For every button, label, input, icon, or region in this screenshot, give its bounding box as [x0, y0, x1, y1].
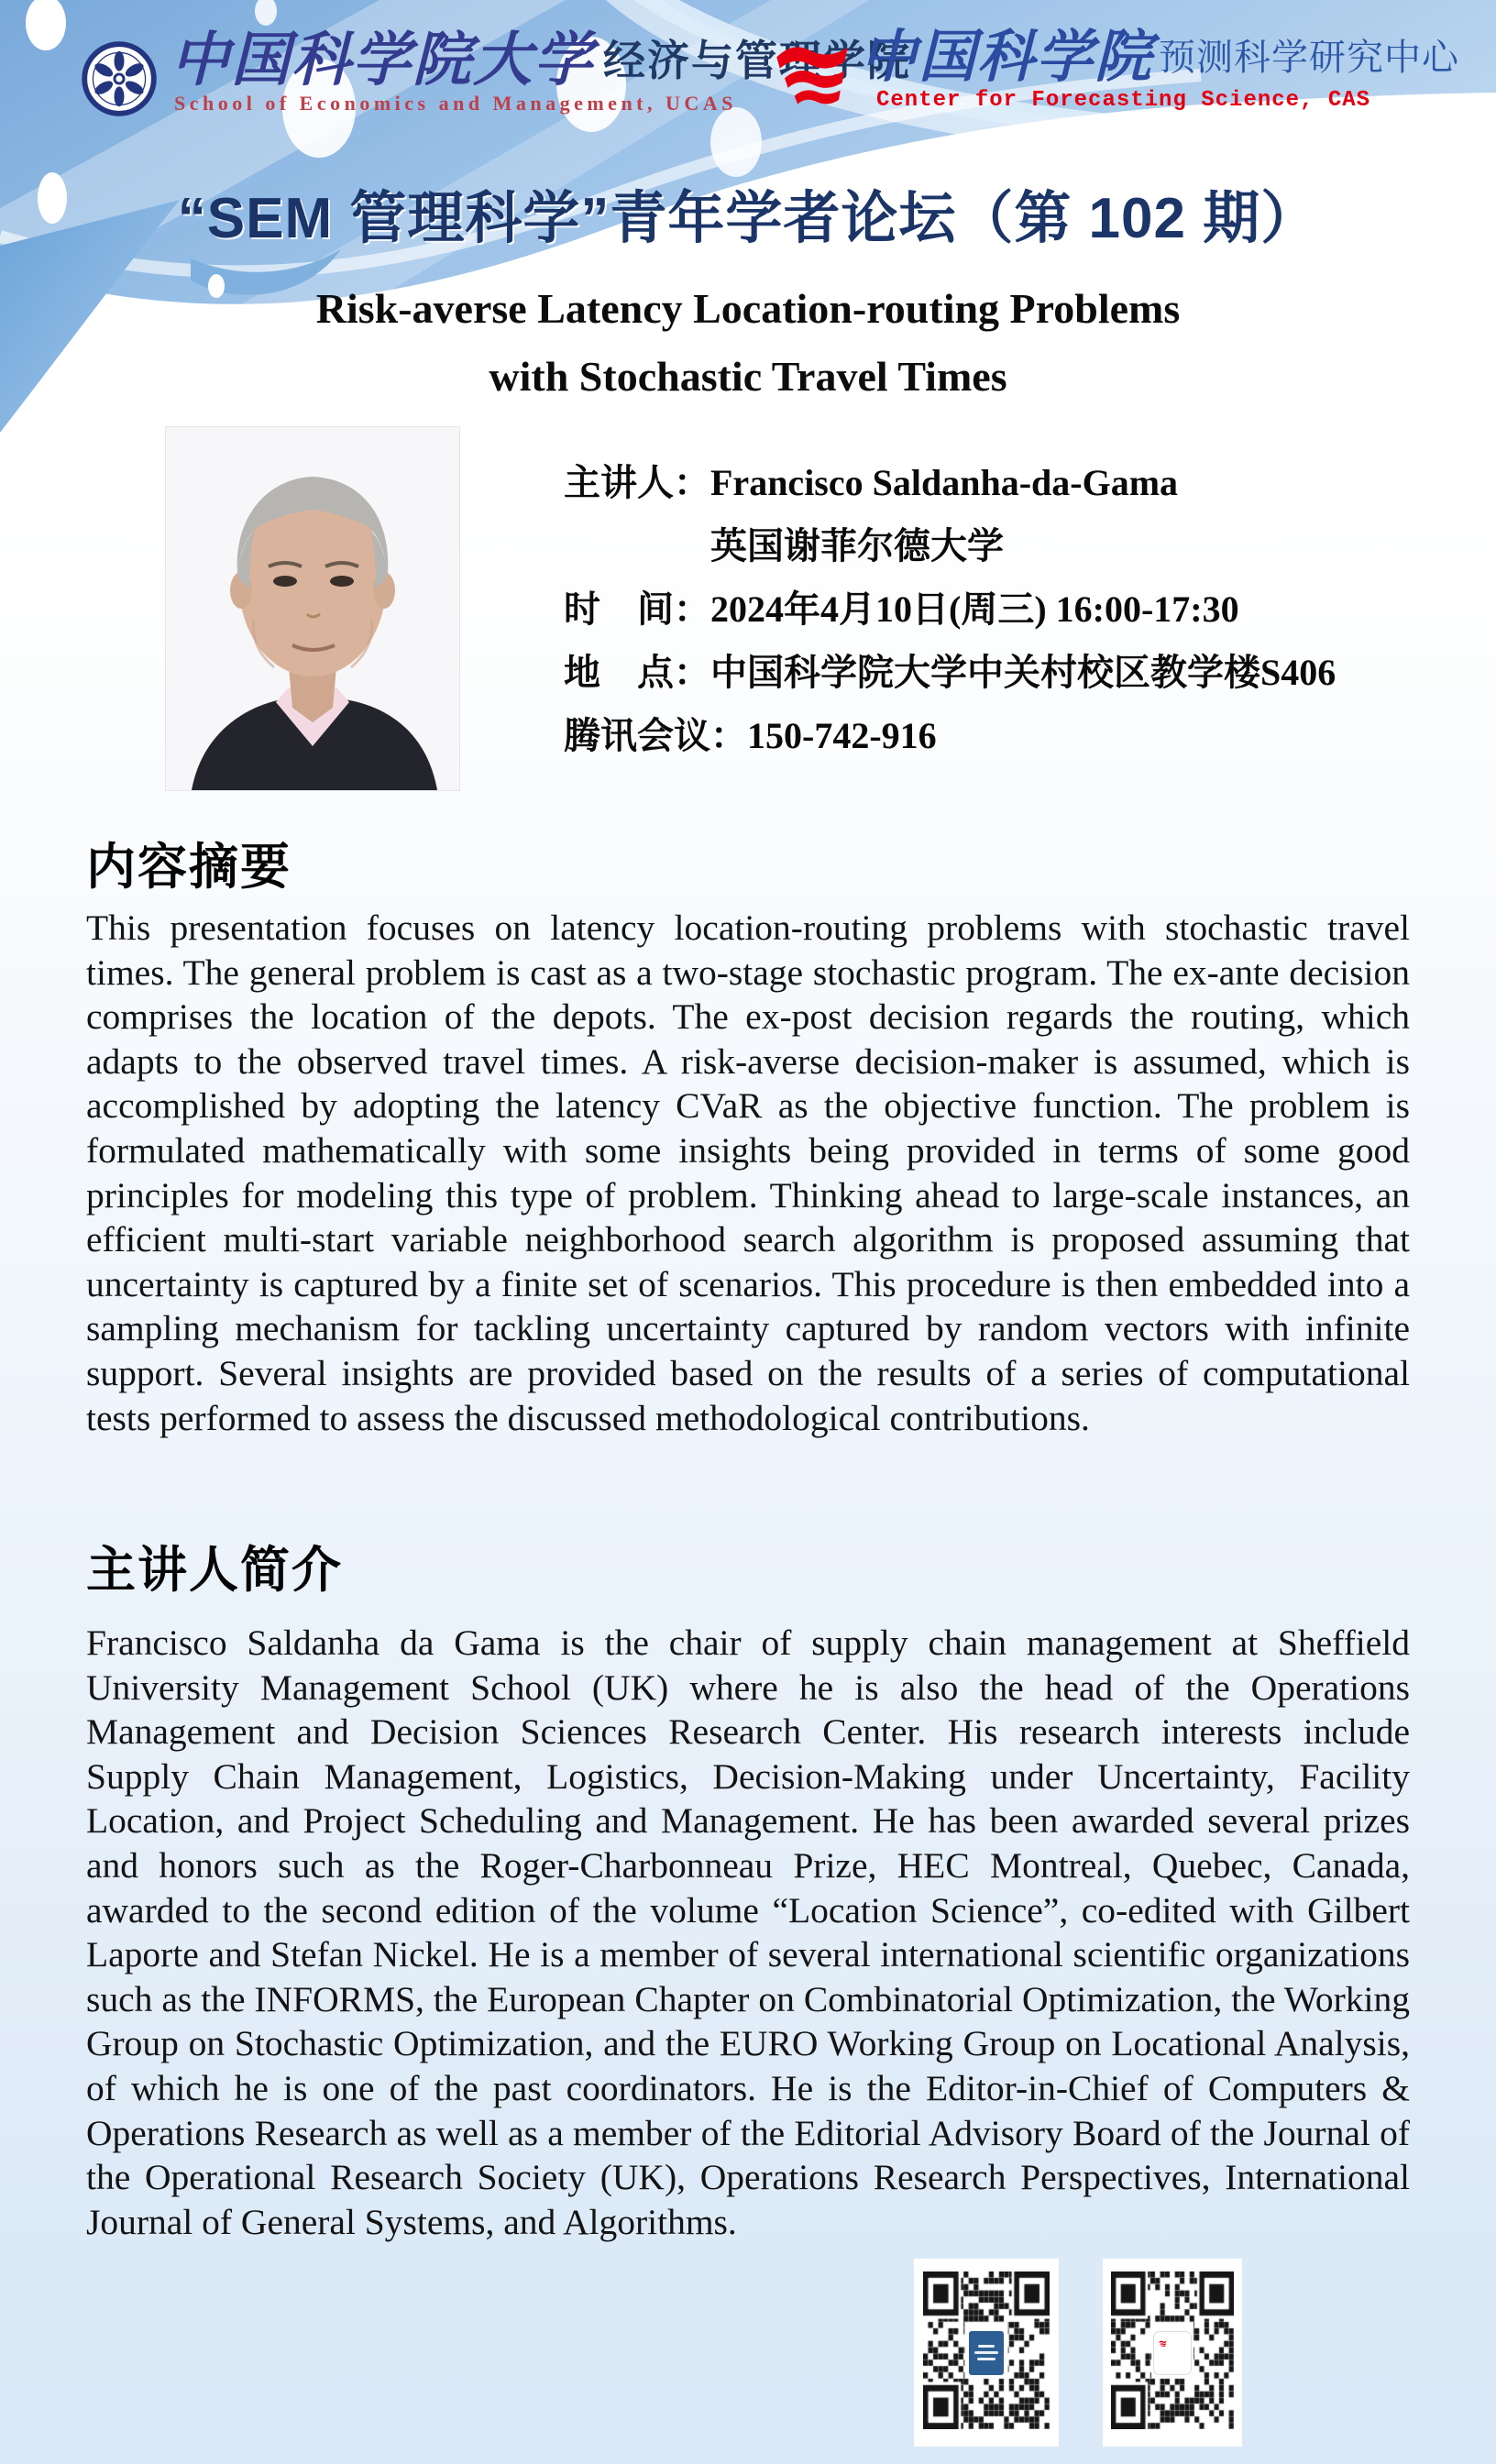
sem-blue-badge-icon [967, 2329, 1006, 2377]
time-label: 时 间： [564, 588, 710, 630]
cfs-cas-logo [770, 28, 1459, 114]
speaker-info [564, 451, 1444, 767]
wechat-qr-sem [914, 2259, 1059, 2447]
school-name-en: School of Economics and Management, UCAS [174, 92, 737, 115]
school-name-cn: 经济与管理学院 [603, 37, 911, 84]
speaker-photo [166, 427, 459, 790]
bio-heading: 主讲人简介 [86, 1543, 343, 1598]
bio-body: Francisco Saldanha da Gama is the chair of supply chain management at Sheffield University Management School (UK) where he is also the head of the Operations Management and Decision Sciences Research Center. His research interests include Supply Chain Management, Logistics, Decision-Making under Uncertainty, Facility Location, and Project Scheduling and Management. He has been awarded several prizes and honors such as the Roger-Charbonneau Prize, HEC Montreal, Quebec, Canada, awarded to the second edition of the volume “Location Science”, co-edited with Gilbert Laporte and Stefan Nickel. He is a member of several international scientific organizations such as the INFORMS, the European Chapter on Combinatorial Optimization, the Working Group on Stochastic Optimization, and the EURO Working Group on Locational Analysis, of which he is one of the past coordinators. He is the Editor-in-Chief of Computers & Operations Research as well as a member of the Editorial Advisory Board of the Journal of the Operational Research Society (UK), Operations Research Perspectives, International Journal of General Systems, and Algorithms. [86, 1622, 1410, 2242]
speaker-affiliation: 英国谢菲尔德大学 [710, 525, 1004, 566]
talk-title-line2: with Stochastic Travel Times [489, 353, 1007, 400]
wechat-qr-cfs [1103, 2259, 1242, 2447]
speaker-name: Francisco Saldanha-da-Gama [710, 462, 1179, 503]
meeting-id: 150-742-916 [747, 715, 937, 756]
cas-emblem-icon [81, 40, 158, 117]
cfs-flag-icon [770, 33, 854, 114]
info-row-location [564, 641, 1444, 704]
university-name-calligraphy: 中国科学院大学 [170, 28, 594, 93]
info-row-speaker [564, 451, 1444, 514]
info-row-meeting [564, 704, 1444, 767]
forum-series-title: “SEM 管理科学”青年学者论坛（第 102 期） [177, 187, 1319, 250]
center-name-cn: 预测科学研究中心 [1159, 38, 1460, 78]
location-value: 中国科学院大学中关村校区教学楼S406 [710, 652, 1336, 693]
meeting-label: 腾讯会议： [564, 715, 747, 756]
abstract-body: This presentation focuses on latency location-routing problems with stochastic travel times. The general problem is cast as a two-stage stochastic program. The ex-ante decision comprises the location of the depots. The ex-post decision regards the routing, which adapts to the observed travel times. A risk-averse decision-maker is assumed, which is accomplished by adopting the latency CVaR as the objective function. The problem is formulated mathematically with some insights being provided in terms of some good principles for modeling this type of problem. Thinking ahead to large-scale instances, an efficient multi-start variable neighborhood search algorithm is proposed assuming that uncertainty is captured by a finite set of scenarios. This procedure is then embedded into a sampling mechanism for tackling uncertainty captured by random vectors with infinite support. Several insights are provided based on the results of a series of computational tests performed to assess the discussed methodological contributions. [86, 908, 1410, 1438]
academy-name-calligraphy: 中国科学院 [860, 27, 1154, 89]
center-name-en: Center for Forecasting Science, CAS [876, 88, 1371, 113]
cfs-flag-icon [1154, 2332, 1191, 2374]
abstract-heading: 内容摘要 [86, 840, 292, 895]
location-label: 地 点： [564, 652, 710, 693]
speaker-portrait-graphic [166, 427, 459, 790]
time-value: 2024年4月10日(周三) 16:00-17:30 [710, 588, 1239, 630]
info-row-time [564, 578, 1444, 641]
talk-title-line1: Risk-averse Latency Location-routing Problems [315, 285, 1181, 332]
speaker-label: 主讲人： [564, 462, 710, 503]
info-row-affiliation [564, 514, 1444, 578]
talk-title [0, 275, 1496, 411]
